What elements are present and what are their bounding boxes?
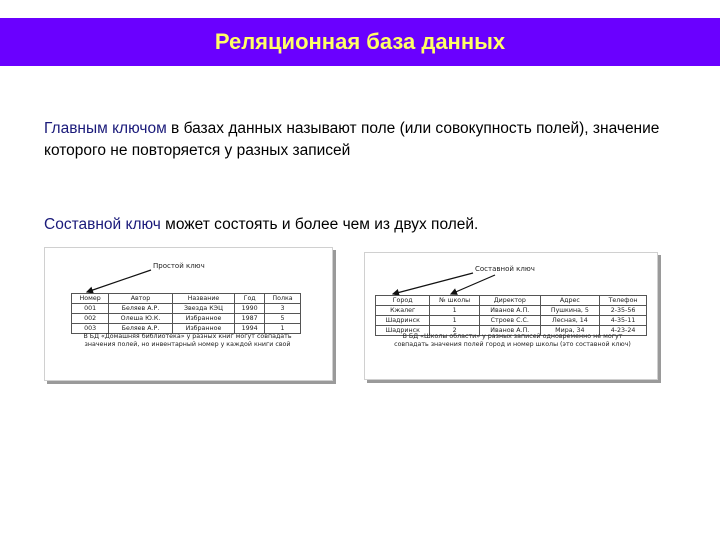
- simple-key-label: Простой ключ: [153, 262, 205, 270]
- table-header-row: [376, 296, 647, 306]
- table-cell: 4-35-11: [600, 316, 647, 326]
- column-header: Телефон: [600, 296, 647, 306]
- table-cell: 2-35-56: [600, 306, 647, 316]
- table-cell: Иванов А.П.: [479, 326, 540, 336]
- table-cell: 1990: [235, 304, 265, 314]
- column-header: Директор: [479, 296, 540, 306]
- table-row: [376, 306, 647, 316]
- table-cell: 4-23-24: [600, 326, 647, 336]
- table-cell: 3: [265, 304, 301, 314]
- column-header: Адрес: [540, 296, 599, 306]
- table-cell: 1: [430, 306, 480, 316]
- column-header: Номер: [72, 294, 109, 304]
- composite-key-caption: В БД «Школы области» у разных записей одновременно не могут совпадать значения полей город и номер школы (это составной ключ): [394, 333, 631, 348]
- table-cell: 003: [72, 324, 109, 334]
- table-header-row: [72, 294, 301, 304]
- table-cell: Кжалег: [376, 306, 430, 316]
- primary-key-definition: [44, 118, 684, 162]
- column-header: № школы: [430, 296, 480, 306]
- column-header: Название: [172, 294, 234, 304]
- composite-key-term: Составной ключ: [44, 216, 161, 233]
- table-row: [72, 314, 301, 324]
- table-cell: Избранное: [172, 324, 234, 334]
- table-cell: Строев С.С.: [479, 316, 540, 326]
- table-cell: 001: [72, 304, 109, 314]
- table-cell: Шадринск: [376, 326, 430, 336]
- table-cell: 1: [265, 324, 301, 334]
- slide-title: Реляционная база данных: [214, 29, 506, 54]
- title-bar: [0, 18, 720, 66]
- table-cell: Звезда КЭЦ: [172, 304, 234, 314]
- table-row: [72, 324, 301, 334]
- table-cell: 1987: [235, 314, 265, 324]
- primary-key-term: Главным ключом: [44, 120, 167, 137]
- table-cell: 2: [430, 326, 480, 336]
- table-cell: 1994: [235, 324, 265, 334]
- composite-key-label: Составной ключ: [475, 265, 535, 273]
- simple-key-caption: В БД «Домашняя библиотека» у разных книг могут совпадать значения полей, но инвентарный номер у каждой книги свой: [83, 333, 292, 348]
- simple-key-table: [71, 293, 301, 334]
- table-cell: Иванов А.П.: [479, 306, 540, 316]
- table-cell: Мира, 34: [540, 326, 599, 336]
- primary-key-text: в базах данных называют поле (или совокупность полей), значение которого не повторяется у разных записей: [44, 120, 660, 159]
- simple-key-figure: [44, 247, 333, 381]
- table-cell: Пушкина, 5: [540, 306, 599, 316]
- column-header: Автор: [109, 294, 173, 304]
- composite-key-figure: [364, 252, 658, 380]
- table-cell: Беляев А.Р.: [109, 304, 173, 314]
- composite-key-text: может состоять и более чем из двух полей.: [160, 216, 479, 233]
- table-cell: Избранное: [172, 314, 234, 324]
- table-cell: Беляев А.Р.: [109, 324, 173, 334]
- column-header: Год: [235, 294, 265, 304]
- composite-key-table: [375, 295, 647, 336]
- column-header: Город: [376, 296, 430, 306]
- table-cell: 002: [72, 314, 109, 324]
- table-cell: Лесная, 14: [540, 316, 599, 326]
- composite-key-definition: [44, 214, 684, 236]
- table-cell: 1: [430, 316, 480, 326]
- column-header: Полка: [265, 294, 301, 304]
- table-cell: Олеша Ю.К.: [109, 314, 173, 324]
- table-row: [72, 304, 301, 314]
- table-cell: 5: [265, 314, 301, 324]
- table-cell: Шадринск: [376, 316, 430, 326]
- table-row: [376, 316, 647, 326]
